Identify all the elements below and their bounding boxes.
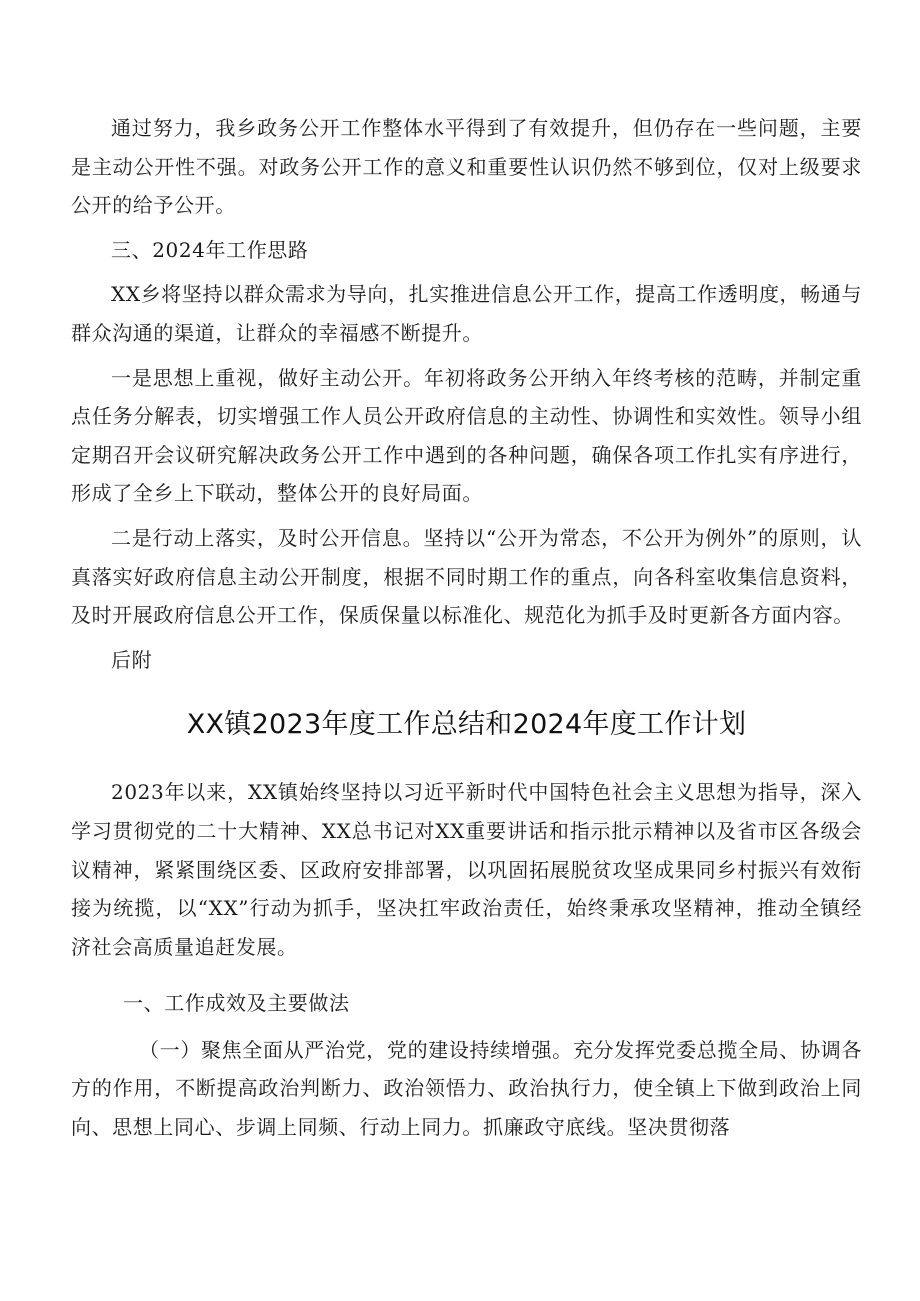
document-title: XX镇2023年度工作总结和2024年度工作计划 xyxy=(186,709,747,741)
paragraph-intro-2023: 2023年以来，XX镇始终坚持以习近平新时代中国特色社会主义思想为指导，深入学习贯彻党的二十大精神、XX总书记对XX重要讲话和指示批示精神以及省市区各级会议精神，紧紧围绕区委、区政府安排部署，以巩固拓展脱贫攻坚成果同乡村振兴有效衔接为统揽，以“XX”行动为抓手，坚决扛牢政治责任，始终秉承攻坚精神，推动全镇经济社会高质量追赶发展。 xyxy=(71,780,862,959)
paragraph-point-two: 二是行动上落实，及时公开信息。坚持以“公开为常态，不公开为例外”的原则，认真落实好政府信息主动公开制度，根据不同时期工作的重点，向各科室收集信息资料，及时开展政府信息公开工作，保质保量以标准化、规范化为抓手及时更新各方面内容。 xyxy=(71,525,862,628)
paragraph-problems: 通过努力，我乡政务公开工作整体水平得到了有效提升，但仍存在一些问题，主要是主动公开性不强。对政务公开工作的意义和重要性认识仍然不够到位，仅对上级要求公开的给予公开。 xyxy=(71,116,862,218)
paragraph-xx-township-plan: XX乡将坚持以群众需求为导向，扎实推进信息公开工作，提高工作透明度，畅通与群众沟通的渠道，让群众的幸福感不断提升。 xyxy=(71,282,862,345)
paragraph-point-one: 一是思想上重视，做好主动公开。年初将政务公开纳入年终考核的范畴，并制定重点任务分解表，切实增强工作人员公开政府信息的主动性、协调性和实效性。领导小组定期召开会议研究解决政务公开工作中遇到的各种问题，确保各项工作扎实有序进行，形成了全乡上下联动，整体公开的良好局面。 xyxy=(71,365,862,506)
appendix-label: 后附 xyxy=(111,647,153,672)
section-heading-achievements: 一、工作成效及主要做法 xyxy=(123,991,350,1016)
paragraph-subsection-one: （一）聚焦全面从严治党，党的建设持续增强。充分发挥党委总揽全局、协调各方的作用，不断提高政治判断力、政治领悟力、政治执行力，使全镇上下做到政治上同向、思想上同心、步调上同频、行动上同力。抓廉政守底线。坚决贯彻落 xyxy=(71,1037,862,1140)
heading-2024-ideas: 三、2024年工作思路 xyxy=(111,237,309,262)
